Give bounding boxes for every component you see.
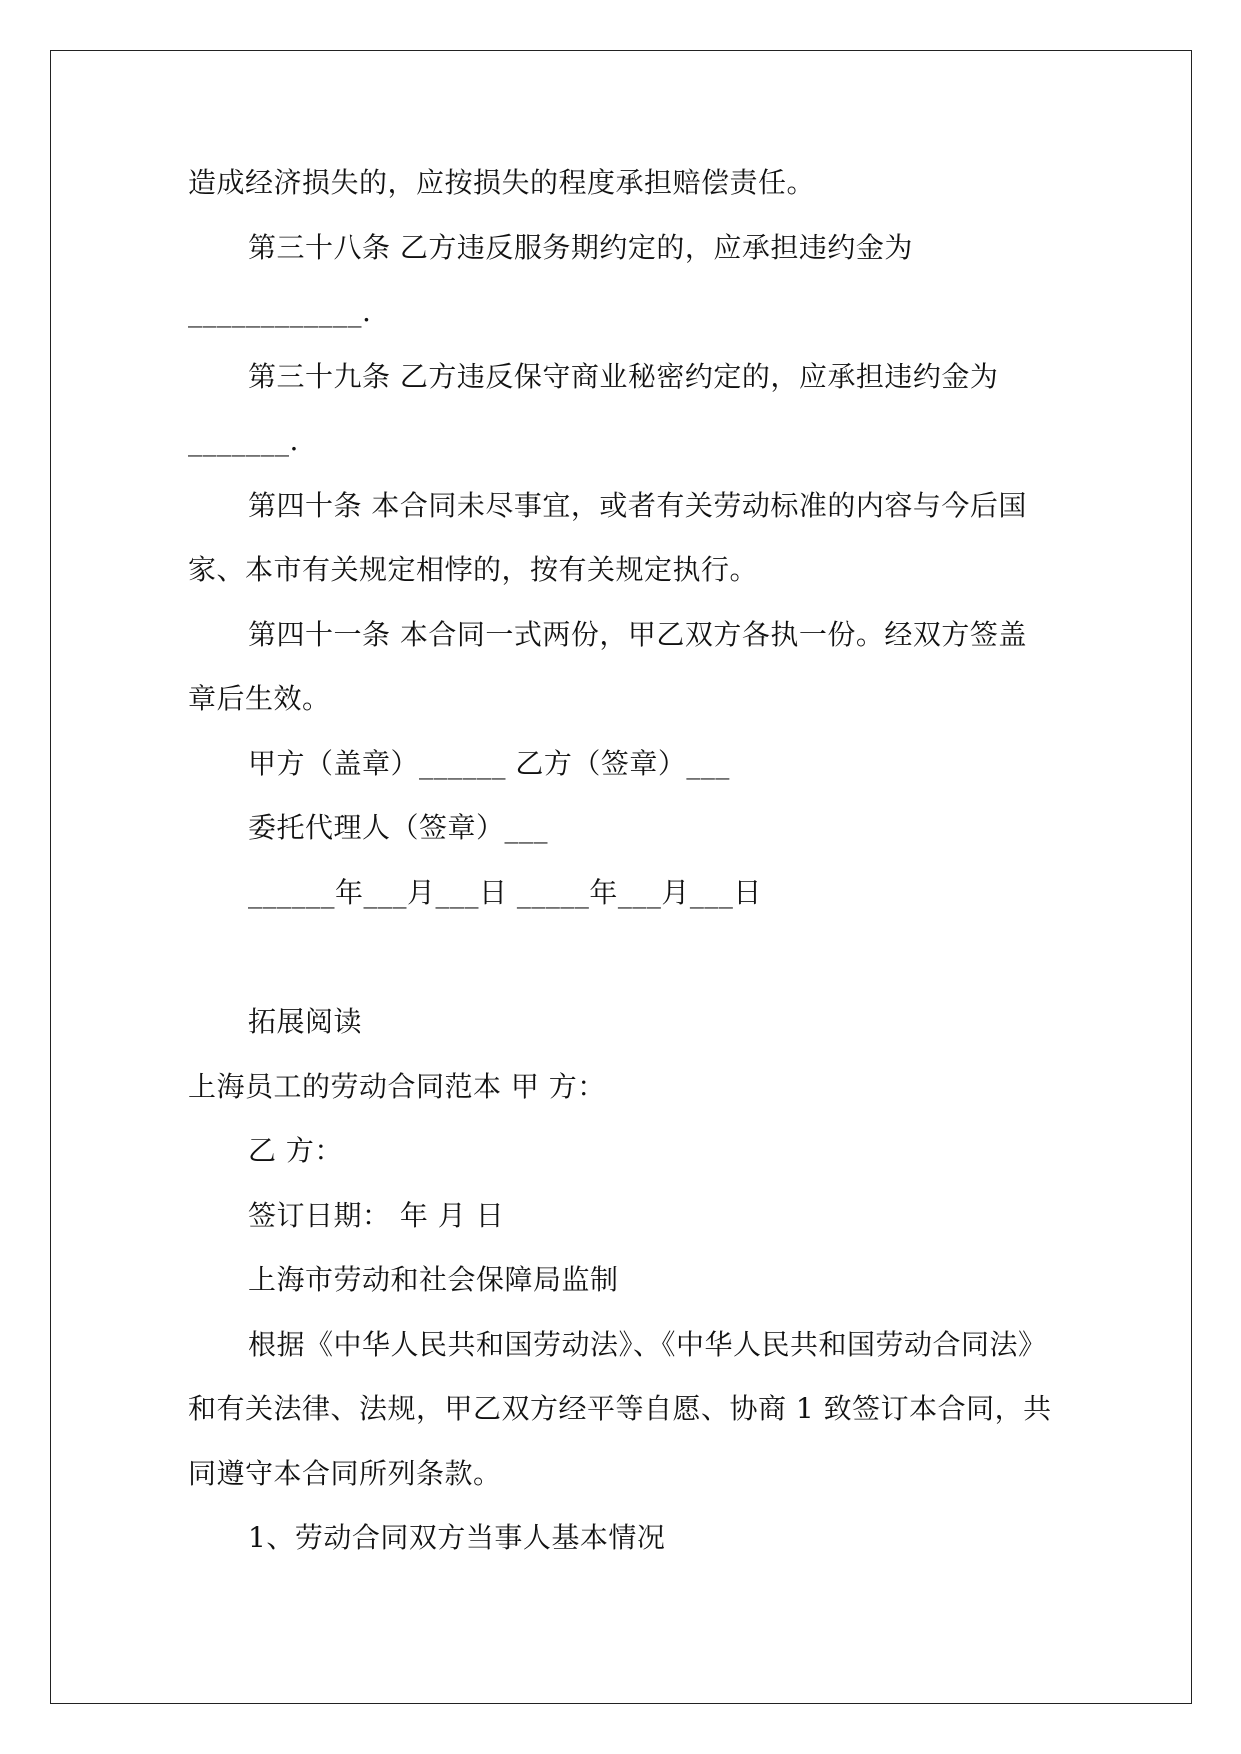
signing-date-line: 签订日期： 年 月 日 [248, 1199, 505, 1232]
clause-40: 第四十条 本合同未尽事宜，或者有关劳动标准的内容与今后国 [248, 489, 1027, 522]
clause-41: 第四十一条 本合同一式两份，甲乙双方各执一份。经双方签盖 [248, 618, 1027, 651]
clause-38: 第三十八条 乙方违反服务期约定的，应承担违约金为 [248, 231, 913, 264]
paragraph-line: 家、本市有关规定相悖的，按有关规定执行。 [188, 553, 759, 586]
blank-line: _______. [188, 424, 299, 457]
date-line: ______年___月___日 _____年___月___日 [248, 876, 762, 909]
party-b-line: 乙 方： [248, 1134, 343, 1167]
section-item-1: 1、劳动合同双方当事人基本情况 [248, 1521, 666, 1554]
paragraph-line: 造成经济损失的，应按损失的程度承担赔偿责任。 [188, 166, 816, 199]
signature-line: 甲方（盖章）______ 乙方（签章）___ [248, 747, 730, 780]
blank-line: ____________. [188, 295, 372, 328]
agent-signature-line: 委托代理人（签章）___ [248, 811, 549, 844]
section-heading: 拓展阅读 [248, 1005, 363, 1038]
clause-39: 第三十九条 乙方违反保守商业秘密约定的，应承担违约金为 [248, 360, 999, 393]
preamble-line: 和有关法律、法规，甲乙双方经平等自愿、协商 1 致签订本合同，共 [188, 1392, 1052, 1425]
preamble-line: 同遵守本合同所列条款。 [188, 1457, 502, 1490]
preamble-line: 根据《中华人民共和国劳动法》、《中华人民共和国劳动合同法》 [248, 1328, 1047, 1361]
paragraph-line: 章后生效。 [188, 682, 331, 715]
issuer-line: 上海市劳动和社会保障局监制 [248, 1263, 619, 1296]
contract-title: 上海员工的劳动合同范本 甲 方： [188, 1070, 606, 1103]
